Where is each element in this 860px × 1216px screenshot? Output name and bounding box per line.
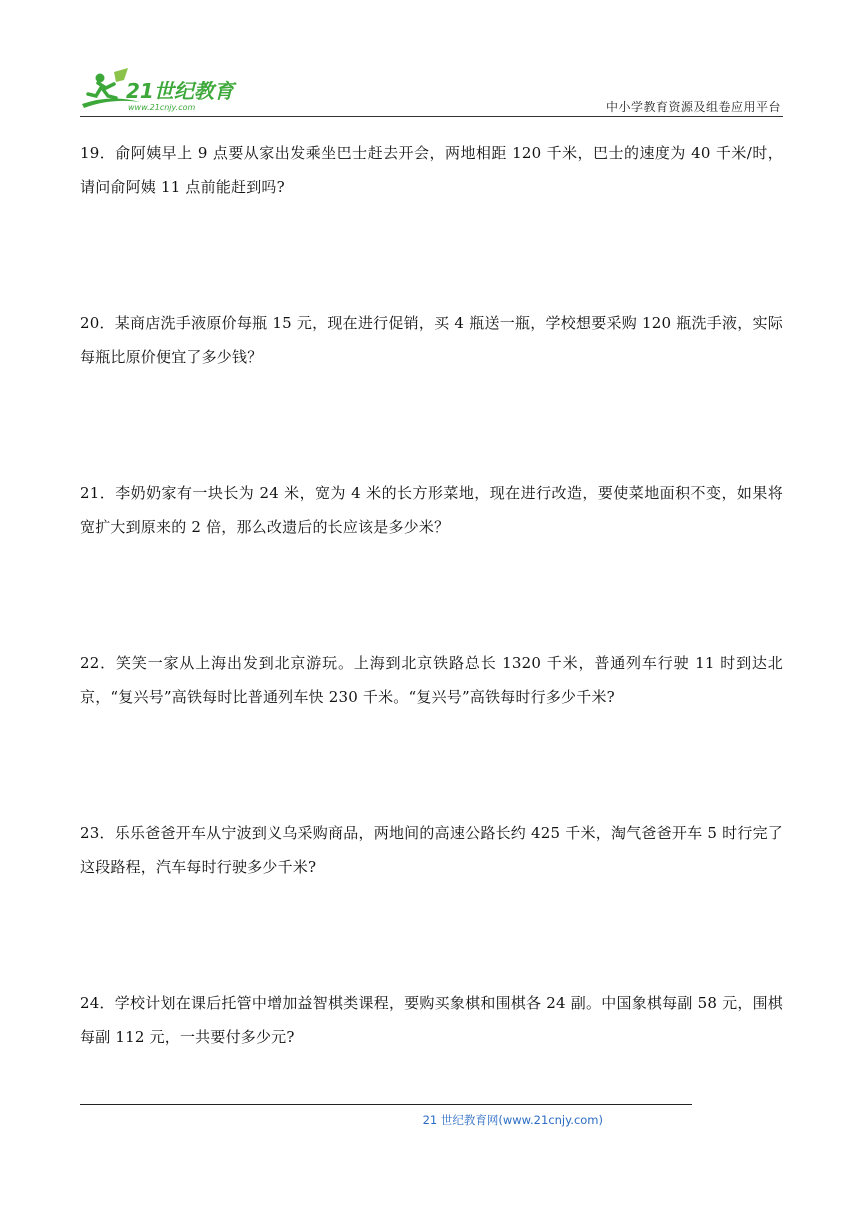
question-23 xyxy=(80,816,783,884)
footer-link[interactable]: 21 世纪教育网(www.21cnjy.com) xyxy=(422,1113,603,1127)
question-number: 20． xyxy=(80,314,115,332)
header-tagline: 中小学教育资源及组卷应用平台 xyxy=(605,100,781,114)
question-24 xyxy=(80,986,783,1054)
logo-brand-text: 21世纪教育 xyxy=(126,79,234,103)
footer-divider xyxy=(80,1104,692,1105)
logo-runner-head xyxy=(96,74,105,83)
question-number: 23． xyxy=(80,824,115,842)
page-header xyxy=(80,64,783,116)
question-text: 某商店洗手液原价每瓶 15 元，现在进行促销，买 4 瓶送一瓶，学校想要采购 120 瓶洗手液，实际每瓶比原价便宜了多少钱？ xyxy=(80,314,783,366)
question-20 xyxy=(80,306,783,374)
question-text: 笑笑一家从上海出发到北京游玩。上海到北京铁路总长 1320 千米，普通列车行驶 11 时到达北京，“复兴号”高铁每时比普通列车快 230 千米。“复兴号”高铁每时行多少千米? xyxy=(80,654,783,706)
question-number: 21． xyxy=(80,484,116,502)
header-divider xyxy=(80,116,783,117)
question-22 xyxy=(80,646,783,714)
logo-url-text: www.21cnjy.com xyxy=(128,103,196,112)
question-text: 乐乐爸爸开车从宁波到义乌采购商品，两地间的高速公路长约 425 千米，淘气爸爸开车 5 时行完了这段路程，汽车每时行驶多少千米? xyxy=(80,824,784,876)
question-text: 李奶奶家有一块长为 24 米，宽为 4 米的长方形菜地，现在进行改造，要使菜地面积不变，如果将宽扩大到原来的 2 倍，那么改遗后的长应该是多少米？ xyxy=(80,484,783,536)
logo-runner-body xyxy=(88,83,116,98)
question-number: 24． xyxy=(80,994,115,1012)
21cnjy-logo xyxy=(80,64,250,114)
question-21 xyxy=(80,476,783,544)
question-text: 学校计划在课后托管中增加益智棋类课程，要购买象棋和围棋各 24 副。中国象棋每副 58 元，围棋每副 112 元，一共要付多少元? xyxy=(80,994,784,1046)
question-text: 俞阿姨早上 9 点要从家出发乘坐巴士赶去开会，两地相距 120 千米，巴士的速度为 40 千米/时，请问俞阿姨 11 点前能赶到吗? xyxy=(80,144,784,196)
question-number: 22． xyxy=(80,654,116,672)
question-number: 19． xyxy=(80,144,116,162)
question-19 xyxy=(80,136,783,204)
